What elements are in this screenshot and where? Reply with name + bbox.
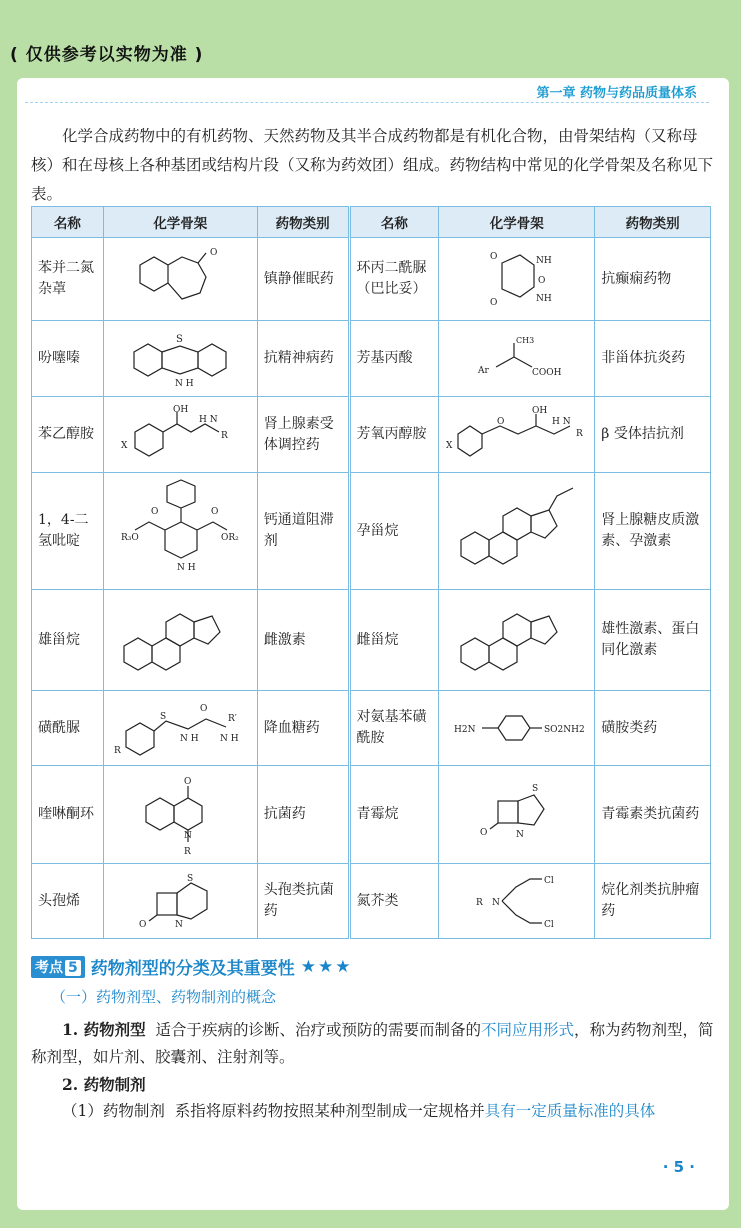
svg-text:R: R: [221, 430, 229, 441]
structure-barbiturate: [439, 238, 595, 321]
row-category-1: 降血糖药: [257, 691, 349, 766]
methyl-label: CH3: [515, 335, 534, 345]
svg-text:N: N: [515, 829, 524, 840]
row-name-2: 孕甾烷: [349, 473, 439, 590]
mustard-r-label: R: [475, 898, 483, 908]
structure-phenylethanolamine: [103, 397, 257, 473]
row-name-1: 苯乙醇胺: [32, 397, 104, 473]
p1-text-a: 适合于疾病的诊断、治疗或预防的需要而制备的: [155, 1021, 481, 1039]
row-category-2: β 受体拮抗剂: [595, 397, 711, 473]
svg-text:S: S: [187, 874, 194, 884]
svg-text:N H: N H: [175, 378, 194, 389]
svg-text:O: O: [496, 416, 505, 427]
svg-text:O: O: [479, 827, 488, 838]
svg-text:OH: OH: [173, 404, 189, 415]
table-row: [32, 766, 711, 864]
row-category-1: 头孢类抗菌药: [257, 864, 349, 939]
row-name-1: 喹啉酮环: [32, 766, 104, 864]
p1-highlight: 不同应用形式: [480, 1021, 574, 1039]
cooh-label: COOH: [531, 367, 562, 378]
svg-text:O: O: [210, 248, 218, 258]
row-category-1: 镇静催眠药: [257, 238, 349, 321]
structure-estrane: [439, 590, 595, 691]
p3-label: （1）药物制剂: [62, 1102, 165, 1120]
table-row: [32, 691, 711, 766]
row-name-1: 头孢烯: [32, 864, 104, 939]
importance-stars: ★★★: [300, 956, 353, 977]
row-name-1: 吩噻嗪: [32, 321, 104, 397]
running-head: 第一章 药物与药品质量体系: [536, 86, 697, 101]
structure-arylpropionic-acid: [439, 321, 595, 397]
row-name-1: 苯并二氮杂䓬: [32, 238, 104, 321]
structure-dihydropyridine: [103, 473, 257, 590]
header-name-1: 名称: [32, 207, 104, 238]
svg-text:N H: N H: [177, 563, 196, 573]
row-category-2: 非甾体抗炎药: [595, 321, 711, 397]
row-name-1: 1，4-二氢吡啶: [32, 473, 104, 590]
skeleton-table: [31, 206, 711, 939]
page-sheet: [17, 78, 729, 1210]
svg-text:R: R: [114, 746, 122, 756]
svg-text:R₃O: R₃O: [121, 533, 140, 543]
row-name-1: 雄甾烷: [32, 590, 104, 691]
row-category-2: 肾上腺糖皮质激素、孕激素: [595, 473, 711, 590]
row-category-2: 雄性激素、蛋白同化激素: [595, 590, 711, 691]
table-row: [32, 473, 711, 590]
table-row: [32, 238, 711, 321]
svg-text:N: N: [491, 898, 500, 908]
structure-benzodiazepine: [103, 238, 257, 321]
svg-text:N H: N H: [180, 734, 199, 744]
header-category-1: 药物类别: [257, 207, 349, 238]
svg-text:O: O: [151, 507, 159, 517]
svg-text:N: N: [184, 830, 193, 841]
svg-text:O: O: [184, 776, 192, 787]
row-name-2: 氮芥类: [349, 864, 439, 939]
row-name-2: 环丙二酰脲（巴比妥）: [349, 238, 439, 321]
page-number: · 5 ·: [662, 1158, 695, 1176]
structure-androstane: [103, 590, 257, 691]
svg-text:X: X: [445, 440, 453, 451]
structure-aryloxypropanolamine: [439, 397, 595, 473]
header-category-2: 药物类别: [595, 207, 711, 238]
structure-phenothiazine: [103, 321, 257, 397]
svg-text:NH: NH: [535, 294, 552, 304]
svg-text:S: S: [531, 783, 538, 794]
aryl-label: Ar: [477, 365, 489, 376]
svg-text:NH: NH: [535, 256, 552, 266]
row-category-1: 肾上腺素受体调控药: [257, 397, 349, 473]
row-name-1: 磺酰脲: [32, 691, 104, 766]
svg-text:H N: H N: [551, 416, 571, 427]
table-row: [32, 864, 711, 939]
svg-text:O: O: [489, 298, 498, 308]
sulfonamide-label: SO2NH2: [543, 725, 585, 735]
row-category-2: 磺胺类药: [595, 691, 711, 766]
svg-text:OH: OH: [531, 405, 548, 416]
running-head-rule: [25, 102, 709, 103]
table-header-row: [32, 207, 711, 238]
svg-text:O: O: [489, 252, 498, 262]
mustard-cl-bottom: Cl: [543, 920, 554, 930]
mustard-cl-top: Cl: [543, 876, 554, 886]
svg-text:S: S: [176, 333, 184, 345]
structure-nitrogen-mustard: [439, 864, 595, 939]
structure-quinolone: [103, 766, 257, 864]
svg-text:H N: H N: [199, 414, 218, 425]
term-dosage-form: 1. 药物剂型: [62, 1020, 146, 1039]
paragraph-preparation: [31, 1098, 715, 1125]
section-title: 药物剂型的分类及其重要性: [90, 959, 295, 979]
row-category-1: 抗精神病药: [257, 321, 349, 397]
p1-text-b: ，称为药物剂型，简称剂型，如片剂、胶囊剂、注射剂等。: [31, 1021, 714, 1066]
row-category-2: 青霉素类抗菌药: [595, 766, 711, 864]
svg-text:OR₂: OR₂: [221, 533, 240, 543]
badge-text: 考点: [35, 959, 63, 976]
header-skeleton-1: 化学骨架: [103, 207, 257, 238]
term-preparation: 2. 药物制剂: [62, 1075, 146, 1094]
row-category-1: 雌激素: [257, 590, 349, 691]
paragraph-dosage-form: [31, 1016, 715, 1071]
svg-text:N: N: [175, 920, 184, 930]
table-row: [32, 321, 711, 397]
header-name-2: 名称: [349, 207, 439, 238]
svg-text:O: O: [200, 704, 208, 714]
svg-text:X: X: [121, 440, 128, 451]
section-badge: [31, 956, 85, 978]
table-row: [32, 397, 711, 473]
row-name-2: 青霉烷: [349, 766, 439, 864]
disclaimer: ( 仅供参考以实物为准 ): [10, 45, 204, 65]
header-skeleton-2: 化学骨架: [439, 207, 595, 238]
svg-text:O: O: [537, 276, 546, 286]
svg-text:R′: R′: [228, 714, 238, 724]
svg-text:R: R: [184, 846, 192, 857]
amino-label: H2N: [453, 725, 476, 735]
subsection-title: （一）药物剂型、药物制剂的概念: [51, 988, 277, 1006]
p3-highlight: 具有一定质量标准的具体: [484, 1102, 656, 1120]
svg-text:S: S: [160, 712, 167, 722]
row-name-2: 对氨基苯磺酰胺: [349, 691, 439, 766]
svg-text:R: R: [575, 428, 583, 439]
row-category-1: 抗菌药: [257, 766, 349, 864]
structure-pregnane: [439, 473, 595, 590]
intro-paragraph: 化学合成药物中的有机药物、天然药物及其半合成药物都是有机化合物，由骨架结构（又称母核）和在母核上各种基团或结构片段（又称为药效团）组成。药物结构中常见的化学骨架及名称见下表。: [31, 127, 714, 203]
p3-text-a: 系指将原料药物按照某种剂型制成一定规格并: [174, 1102, 485, 1120]
structure-sulfanilamide: [439, 691, 595, 766]
svg-text:O: O: [139, 920, 147, 930]
row-name-2: 芳基丙酸: [349, 321, 439, 397]
paragraph-preparation-heading: [31, 1071, 715, 1099]
svg-text:N H: N H: [220, 734, 239, 744]
table-row: [32, 590, 711, 691]
badge-number: 5: [65, 960, 81, 976]
structure-penam: [439, 766, 595, 864]
row-category-2: 抗癫痫药物: [595, 238, 711, 321]
structure-cephem: [103, 864, 257, 939]
row-name-2: 芳氧丙醇胺: [349, 397, 439, 473]
section-heading: [31, 954, 352, 979]
row-category-1: 钙通道阻滞剂: [257, 473, 349, 590]
structure-sulfonylurea: [103, 691, 257, 766]
row-name-2: 雌甾烷: [349, 590, 439, 691]
row-category-2: 烷化剂类抗肿瘤药: [595, 864, 711, 939]
svg-text:O: O: [211, 507, 219, 517]
